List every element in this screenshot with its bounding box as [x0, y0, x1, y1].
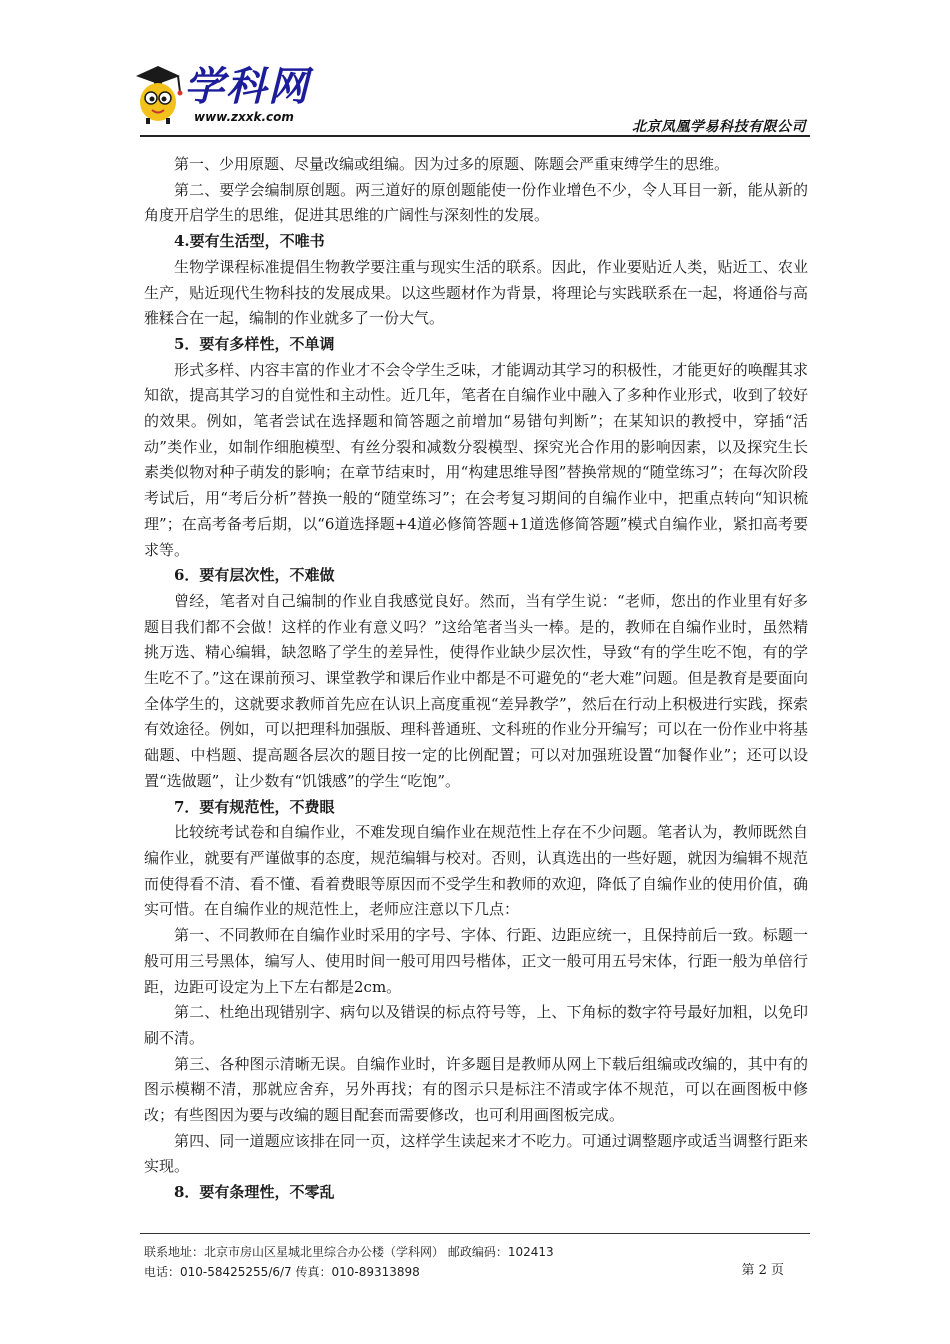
footer-address: 联系地址：北京市房山区星城北里综合办公楼（学科网） 邮政编码：102413 [144, 1245, 554, 1259]
site-logo[interactable] [132, 62, 332, 132]
body-paragraph: 第二、杜绝出现错别字、病句以及错误的标点符号等，上、下角标的数字符号最好加粗，以免印刷不清。 [144, 1003, 808, 1047]
page-number: 第 2 页 [741, 1263, 784, 1278]
section-heading: 6．要有层次性，不难做 [174, 566, 335, 585]
footer-phone: 电话：010-58425255/6/7 传真：010-89313898 [144, 1265, 420, 1279]
body-paragraph: 曾经，笔者对自己编制的作业自我感觉良好。然而，当有学生说：“老师，您出的作业里有好多题目我们都不会做！这样的作业有意义吗？”这给笔者当头一棒。是的，教师在自编作业时，虽然精挑万选、精心编辑，缺忽略了学生的差异性，使得作业缺少层次性，导致“有的学生吃不饱，有的学生吃不了。”这在课前预习、课堂教学和课后作业中都是不可避免的“老大难”问题。但是教育是要面向全体学生的，这就要求教师首先应在认识上高度重视“差异教学”，然后在行动上积极进行实践，探索有效途径。例如，可以把理科加强版、理科普通班、文科班的作业分开编写；可以在一份作业中将基础题、中档题、提高题各层次的题目按一定的比例配置；可以对加强班设置“加餐作业”；还可以设置“选做题”，让少数有“饥饿感”的学生“吃饱”。 [144, 591, 808, 790]
body-paragraph: 形式多样、内容丰富的作业才不会令学生乏味，才能调动其学习的积极性，才能更好的唤醒其求知欲，提高其学习的自觉性和主动性。近几年，笔者在自编作业中融入了多种作业形式，收到了较好的效果。例如，笔者尝试在选择题和简答题之前增加“易错句判断”；在某知识的教授中，穿插“活动”类作业，如制作细胞模型、有丝分裂和减数分裂模型、探究光合作用的影响因素，以及探究生长素类似物对种子萌发的影响；在章节结束时，用“构建思维导图”替换常规的“随堂练习”；在每次阶段考试后，用“考后分析”替换一般的“随堂练习”；在会考复习期间的自编作业中，把重点转向“知识梳理”；在高考备考后期，以“6道选择题+4道必修简答题+1道选修简答题”模式自编作业，紧扣高考要求等。 [144, 360, 808, 559]
section-heading: 7．要有规范性，不费眼 [174, 797, 335, 816]
page-footer [140, 1233, 810, 1293]
mascot-icon [132, 62, 192, 126]
company-name: 北京凤凰学易科技有限公司 [632, 119, 806, 135]
body-paragraph: 第一、少用原题、尽量改编或组编。因为过多的原题、陈题会严重束缚学生的思维。 [174, 155, 730, 173]
body-paragraph: 第三、各种图示清晰无误。自编作业时，许多题目是教师从网上下载后组编或改编的，其中有的图示模糊不清，那就应舍弃，另外再找；有的图示只是标注不清或字体不规范，可以在画图板中修改；有些图因为要与改编的题目配套而需要修改，也可利用画图板完成。 [144, 1054, 808, 1125]
document-body [144, 152, 808, 1206]
body-paragraph: 第四、同一道题应该排在同一页，这样学生读起来才不吃力。可通过调整题序或适当调整行距来实现。 [144, 1131, 808, 1176]
logo-text: 学科网 [184, 64, 310, 110]
body-paragraph: 第二、要学会编制原创题。两三道好的原创题能使一份作业增色不少，令人耳目一新，能从新的角度开启学生的思维，促进其思维的广阔性与深刻性的发展。 [144, 180, 808, 225]
page-header [0, 0, 950, 140]
body-paragraph: 比较统考试卷和自编作业，不难发现自编作业在规范性上存在不少问题。笔者认为，教师既然自编作业，就要有严谨做事的态度，规范编辑与校对。否则，认真选出的一些好题，就因为编辑不规范而使得看不清、看不懂、看着费眼等原因而不受学生和教师的欢迎，降低了自编作业的使用价值，确实可惜。在自编作业的规范性上，老师应注意以下几点： [144, 823, 808, 919]
body-paragraph: 第一、不同教师在自编作业时采用的字号、字体、行距、边距应统一，且保持前后一致。标题一般可用三号黑体，编写人、使用时间一般可用四号楷体，正文一般可用五号宋体，行距一般为单倍行距，边距可设定为上下左右都是2cm。 [144, 926, 808, 996]
section-heading: 5．要有多样性，不单调 [174, 334, 335, 353]
header-divider [140, 135, 810, 137]
body-paragraph: 生物学课程标准提倡生物教学要注重与现实生活的联系。因此，作业要贴近人类，贴近工、农业生产，贴近现代生物科技的发展成果。以这些题材作为背景，将理论与实践联系在一起，将通俗与高雅糅合在一起，编制的作业就多了一份大气。 [144, 257, 808, 328]
logo-url[interactable]: www.zxxk.com [194, 110, 294, 124]
section-heading: 8．要有条理性，不零乱 [174, 1183, 335, 1202]
footer-divider [140, 1233, 810, 1234]
section-heading: 4.要有生活型，不唯书 [174, 232, 325, 251]
